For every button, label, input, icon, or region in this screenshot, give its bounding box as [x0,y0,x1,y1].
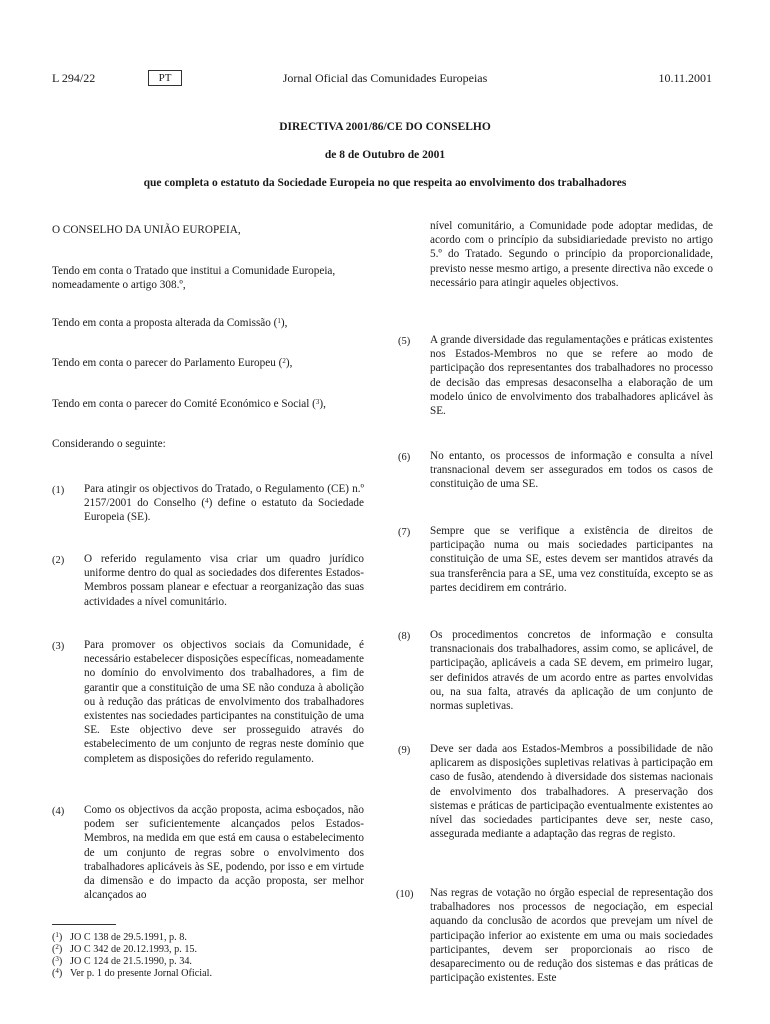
directive-title: DIRECTIVA 2001/86/CE DO CONSELHO [279,121,491,133]
recital-text: Para promover os objectivos sociais da Comunidade, é necessário estabelecer disposições específicas, nomeadamente no domínio do envolvimento dos trabalhadores, a fim de garantir que a constituição de uma SE não conduza à abolição ou à redução das práticas de envolvimento dos trabalhadores existentes nas sociedades participantes na constituição de uma SE. Este objectivo deve ser prosseguido através do estabelecimento de um conjunto de regras neste domínio que completem as disposições do referido regulamento. [84,639,364,765]
citation-commission: Tendo em conta a proposta alterada da Comissão ($^1$), [52,317,288,329]
journal-name: Jornal Oficial das Comunidades Europeias [282,71,488,85]
recital-text: Sempre que se verifique a existência de direitos de participação numa ou mais sociedades participantes na constituição de uma SE, estes devem ser mantidos através da sua transferência para a SE, uma vez constituída, excepto se as partes decidirem em contrário. [430,525,713,594]
recital-text: A grande diversidade das regulamentações e práticas existentes nos Estados-Membros no que se refere ao modo de participação dos representantes dos trabalhadores no processo de decisão das empresas desaconselha a elaboração de um modelo único de envolvimento dos trabalhadores aplicável às SE. [430,334,713,418]
recital-number: (8) [398,631,411,642]
recital-number: (7) [398,527,411,538]
citation-parliament: Tendo em conta o parecer do Parlamento Europeu ($^2$), [52,357,293,369]
citation-treaty: Tendo em conta o Tratado que institui a Comunidade Europeia, nomeadamente o artigo 308.º, [52,265,336,292]
directive-date: de 8 de Outubro de 2001 [324,149,446,161]
footnote-number: ($^2$) [52,943,63,955]
recital-text: Para atingir os objectivos do Tratado, o Regulamento (CE) n.º 2157/2001 do Conselho ($^4$) define o estatuto da Sociedade Europeia (SE). [84,483,364,524]
footnote-text: JO C 124 de 21.5.1990, p. 34. [70,956,192,967]
recital-continuation: nível comunitário, a Comunidade pode adoptar medidas, de acordo com o princípio da subsidiariedade previsto no artigo 5.º do Tratado. Segundo o princípio da proporcionalidade, previsto nesse mesmo artigo, a presente directiva não excede o necessário para atingir aqueles objectivos. [430,220,713,289]
footnote-number: ($^3$) [52,955,63,967]
citation-esc: Tendo em conta o parecer do Comité Económico e Social ($^3$), [52,398,326,410]
footnote-number: ($^4$) [52,967,63,979]
footnote-text: JO C 342 de 20.12.1993, p. 15. [70,944,198,955]
recital-number: (1) [52,485,65,496]
recital-text: Deve ser dada aos Estados-Membros a possibilidade de não aplicarem as disposições supletivas relativas à participação em caso de fusão, atendendo à diversidade dos sistemas nacionais de envolvimento dos trabalhadores. A preservação dos sistemas e práticas de participação eventualmente existentes ao nível das sociedades participantes deve ser, neste caso, assegurada mediante a adaptação das regras de registo. [430,743,713,841]
recital-number: (4) [52,806,65,817]
recital-text: No entanto, os processos de informação e consulta a nível transnacional devem ser assegurados em todos os casos de constituição de uma SE. [430,450,713,491]
language-code-box: PT [148,70,182,86]
footnote-number: ($^1$) [52,931,63,943]
page-reference: L 294/22 [52,71,96,85]
council-heading: O CONSELHO DA UNIÃO EUROPEIA, [52,224,241,236]
recital-number: (9) [398,745,411,756]
recital-text: Como os objectivos da acção proposta, acima esboçados, não podem ser suficientemente alcançados pelos Estados-Membros, na medida em que está em causa o estabelecimento de um conjunto de regras sobre o envolvimento dos trabalhadores aplicáveis às SE, podendo, por isso e em virtude da dimensão e do impacto da acção proposta, ser melhor alcançados ao [84,804,364,902]
recital-number: (6) [398,452,411,463]
recital-number: (5) [398,336,411,347]
footnote-separator [52,924,116,925]
recital-text: Os procedimentos concretos de informação e consulta transnacionais dos trabalhadores, assim como, se aplicável, de participação, aplicáveis a cada SE devem, em primeiro lugar, ser definidos através de um acordo entre as partes envolvidas ou, na sua falta, através da aplicação de um conjunto de normas supletivas. [430,629,713,713]
recital-number: (10) [396,889,414,900]
recital-number: (3) [52,641,65,652]
recital-text: Nas regras de votação no órgão especial de representação dos trabalhadores nos processos de negociação, em especial aquando da conclusão de acordos que prevejam um nível de participação inferior ao existente em uma ou mais sociedades participantes, devem ser proporcionais ao risco de desaparecimento ou de redução dos sistemas e das práticas de participação existentes. Este [430,887,713,985]
footnote-text: JO C 138 de 29.5.1991, p. 8. [70,932,187,943]
footnote-text: Ver p. 1 do presente Jornal Oficial. [70,968,213,979]
directive-subject: que completa o estatuto da Sociedade Europeia no que respeita ao envolvimento dos trabalhadores [143,177,627,189]
recital-number: (2) [52,555,65,566]
recital-text: O referido regulamento visa criar um quadro jurídico uniforme dentro do qual as sociedades dos diferentes Estados-Membros possam planear e efectuar a reorganização das suas actividades a nível comunitário. [84,553,364,608]
considering-heading: Considerando o seguinte: [52,438,166,450]
publication-date: 10.11.2001 [658,71,712,85]
